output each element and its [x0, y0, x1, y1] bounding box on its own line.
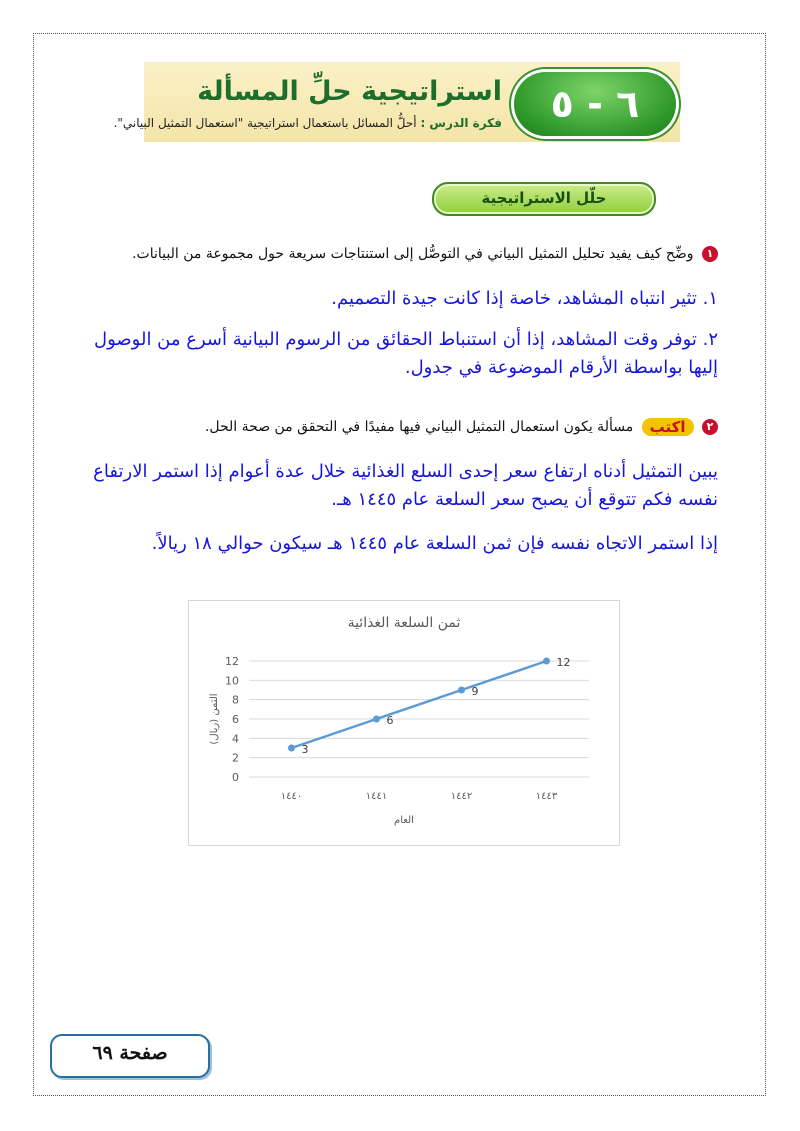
- question-2: [205, 418, 718, 436]
- question-2-text: مسألة يكون استعمال التمثيل البياني فيها مفيدًا في التحقق من صحة الحل.: [204, 419, 634, 435]
- data-point: [458, 687, 465, 694]
- strategy-tag: [432, 182, 656, 216]
- y-axis-label: الثمن (ريال): [209, 693, 220, 745]
- question-1-text: وضِّح كيف يفيد تحليل التمثيل البياني في التوصُّل إلى استنتاجات سريعة حول مجموعة من البيانات.: [132, 246, 694, 262]
- lesson-idea-text: أحلُّ المسائل باستعمال استراتيجية "استعمال التمثيل البياني".: [113, 116, 417, 130]
- y-tick-label: 10: [225, 674, 239, 688]
- lesson-banner: [113, 62, 680, 142]
- answer-2-paragraph-2: إذا استمر الاتجاه نفسه فإن ثمن السلعة عام ١٤٤٥ هـ سيكون حوالي ١٨ ريالاً.: [151, 533, 718, 554]
- page-number: صفحة ٦٩: [92, 1042, 168, 1064]
- answer-1-line-2: ٢. توفر وقت المشاهد، إذا أن استنباط الحقائق من الرسوم البيانية أسرع من الوصول إليها بواسطة الأرقام الموضوعة في جدول.: [94, 329, 718, 378]
- x-tick-label: ١٤٤٠: [280, 791, 303, 802]
- lesson-number-pill: [514, 72, 676, 136]
- price-chart-svg: [189, 601, 619, 845]
- y-tick-label: 12: [225, 655, 239, 668]
- lesson-title: استراتيجية حلِّ المسألة: [197, 76, 502, 107]
- page-number-box: [50, 1034, 210, 1078]
- data-label: 9: [471, 685, 479, 698]
- question-2-badge: ٢: [702, 419, 718, 435]
- lesson-idea: [114, 116, 502, 130]
- data-point: [288, 745, 295, 752]
- x-tick-label: ١٤٤١: [365, 791, 388, 802]
- chart-title: ثمن السلعة الغذائية: [347, 615, 461, 631]
- y-tick-label: 4: [232, 732, 239, 746]
- y-tick-label: 6: [232, 713, 239, 726]
- lesson-idea-label: فكرة الدرس :: [420, 116, 502, 130]
- data-label: 6: [386, 714, 394, 727]
- question-1-badge: ١: [702, 246, 718, 262]
- x-tick-label: ١٤٤٣: [535, 791, 558, 802]
- price-chart: [188, 600, 620, 846]
- x-tick-label: ١٤٤٢: [450, 791, 473, 802]
- data-label: 3: [301, 743, 309, 756]
- data-point: [373, 716, 380, 723]
- y-tick-label: 2: [232, 751, 239, 765]
- strategy-label: حلّل الاستراتيجية: [481, 189, 607, 207]
- lesson-number: ٦ - ٥: [550, 82, 640, 126]
- y-tick-label: 0: [232, 771, 239, 784]
- question-1: [132, 246, 718, 262]
- y-tick-label: 8: [232, 693, 239, 707]
- answer-2-paragraph-1: يبين التمثيل أدناه ارتفاع سعر إحدى السلع الغذائية خلال عدة أعوام إذا استمر الارتفاع نفسه فكم تتوقع أن يصبح سعر السلعة عام ١٤٤٥ هـ.: [93, 461, 718, 510]
- data-label: 12: [556, 656, 571, 669]
- series-line: [292, 661, 547, 748]
- answer-1-line-1: ١. تثير انتباه المشاهد، خاصة إذا كانت جيدة التصميم.: [331, 288, 718, 309]
- data-point: [543, 658, 550, 665]
- x-axis-label: العام: [394, 815, 414, 826]
- page-border: [33, 33, 766, 1096]
- write-tag: اكتب: [642, 418, 694, 436]
